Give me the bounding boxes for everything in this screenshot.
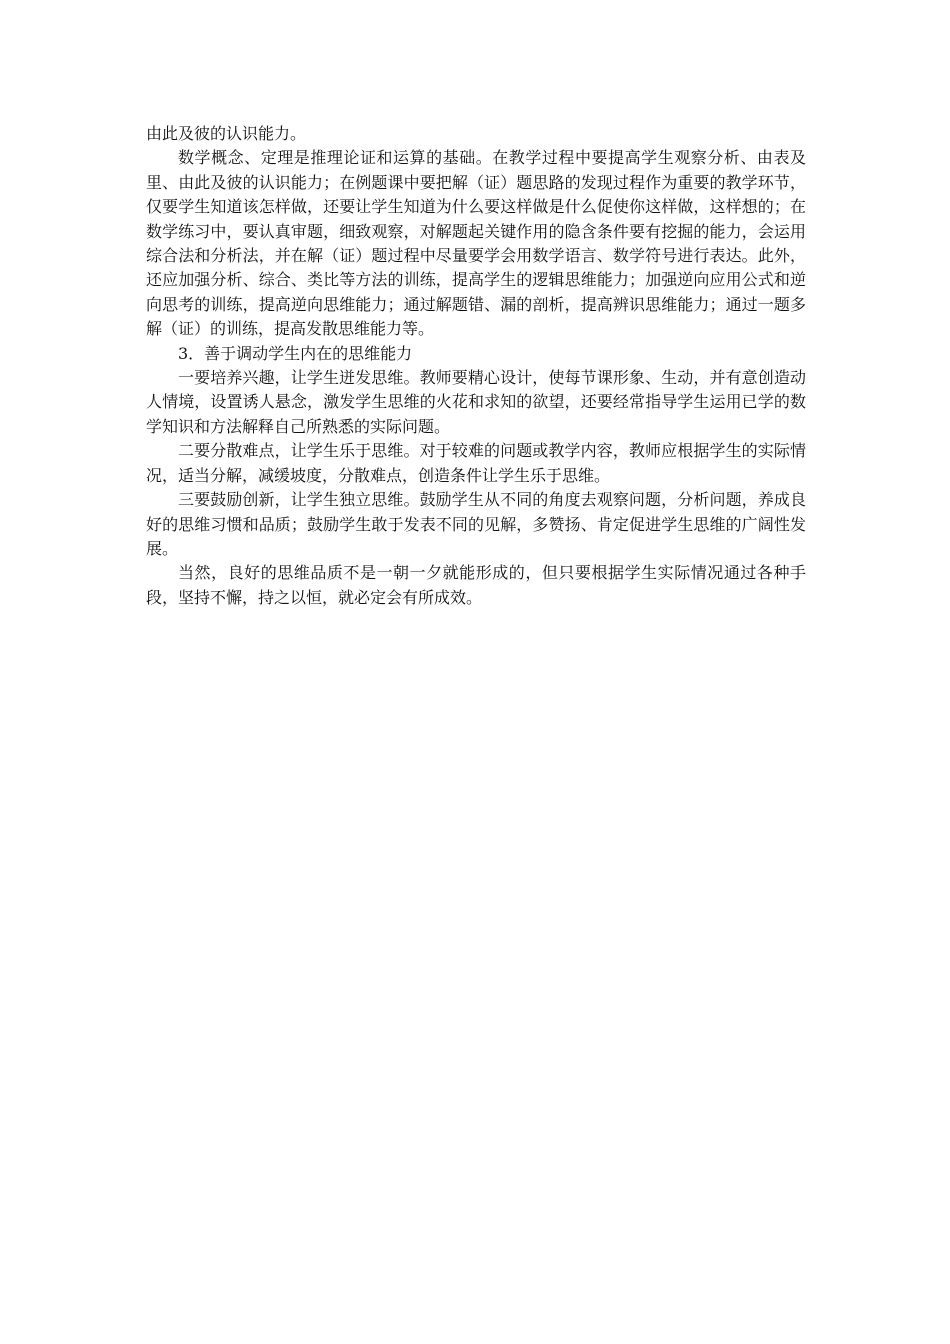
section-heading-3: 3．善于调动学生内在的思维能力 [178,343,413,363]
paragraph-math-concepts: 数学概念、定理是推理论证和运算的基础。在教学过程中要提高学生观察分析、由表及里、由此及彼的认识能力；在例题课中要把解（证）题思路的发现过程作为重要的教学环节，仅要学生知道该怎样做，还要让学生知道为什么要这样做是什么促使你这样做，这样想的；在数学练习中，要认真审题，细致观察，对解题起关键作用的隐含条件要有挖掘的能力，会运用综合法和分析法，并在解（证）题过程中尽量要学会用数学语言、数学符号进行表达。此外，还应加强分析、综合、类比等方法的训练，提高学生的逻辑思维能力；加强逆向应用公式和逆向思考的训练，提高逆向思维能力；通过解题错、漏的剖析，提高辨识思维能力；通过一题多解（证）的训练，提高发散思维能力等。 [146,148,806,339]
paragraph-difficulties: 二要分散难点，让学生乐于思维。对于较难的问题或教学内容，教师应根据学生的实际情况，适当分解，减缓坡度，分散难点，创造条件让学生乐于思维。 [146,441,806,485]
paragraph-innovation: 三要鼓励创新，让学生独立思维。鼓励学生从不同的角度去观察问题，分析问题，养成良好的思维习惯和品质；鼓励学生敢于发表不同的见解，多赞扬、肯定促进学生思维的广阔性发展。 [146,490,806,558]
paragraph-continuation: 由此及彼的认识能力。 [146,124,307,143]
paragraph-conclusion: 当然，良好的思维品质不是一朝一夕就能形成的，但只要根据学生实际情况通过各种手段，坚持不懈，持之以恒，就必定会有所成效。 [146,563,806,607]
document-page [146,122,806,610]
paragraph-interest: 一要培养兴趣，让学生迸发思维。教师要精心设计，使每节课形象、生动，并有意创造动人情境，设置诱人悬念，激发学生思维的火花和求知的欲望，还要经常指导学生运用已学的数学知识和方法解释自己所熟悉的实际问题。 [146,368,806,436]
